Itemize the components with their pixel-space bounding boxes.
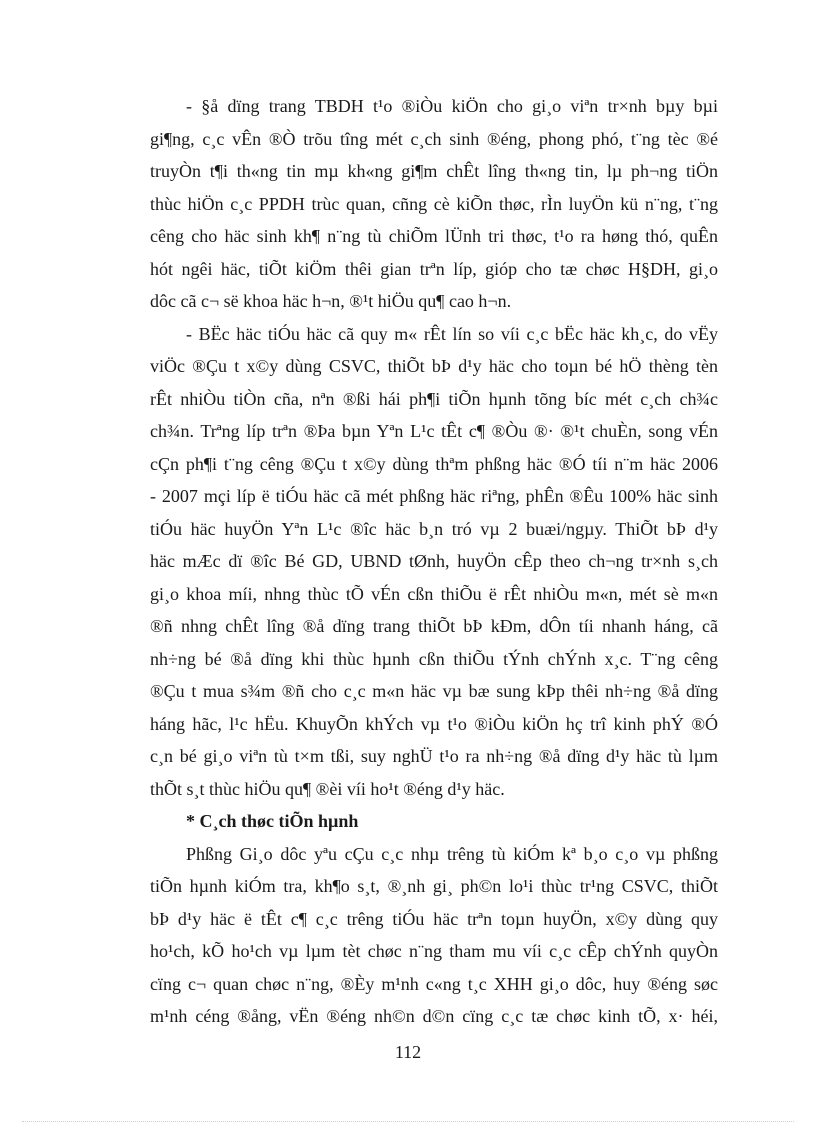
text-line: hót ngêi häc, tiÕt kiÖm thêi gian trªn líp, gióp cho tæ chøc H§DH, gi¸o bbox=[150, 258, 718, 279]
text-line: Phßng Gi¸o dôc yªu cÇu c¸c nhµ trêng tù kiÓm kª b¸o c¸o vµ phßng bbox=[186, 843, 718, 864]
text-line: gi¸o khoa míi, nhng thùc tÕ vÉn cßn thiÕu ë rÊt nhiÒu m«n, mét sè m«n bbox=[150, 583, 718, 604]
text-line: thÕt s¸t thùc hiÖu qu¶ ®èi víi ho¹t ®éng d¹y häc. bbox=[150, 778, 505, 799]
text-line: truyÒn t¶i th«ng tin mµ kh«ng gi¶m chÊt lîng th«ng tin, lµ ph¬ng tiÖn bbox=[150, 161, 718, 181]
text-line: bÞ d¹y häc ë tÊt c¶ c¸c trêng tiÓu häc trªn toµn huyÖn, x©y dùng quy bbox=[150, 908, 718, 929]
text-line: gi¶ng, c¸c vÊn ®Ò trõu tîng mét c¸ch sinh ®éng, phong phó, t¨ng tèc ®é bbox=[150, 128, 718, 149]
text-line: m¹nh céng ®ång, vËn ®éng nh©n d©n cïng c¸c tæ chøc kinh tÕ, x· héi, bbox=[150, 1006, 718, 1026]
text-line: dôc cã c¬ së khoa häc h¬n, ®¹t hiÖu qu¶ cao h¬n. bbox=[150, 291, 512, 311]
text-line: ®ñ nhng chÊt lîng ®å dïng trang thiÕt bÞ kÐm, dÔn tíi nhanh háng, cã bbox=[150, 616, 718, 636]
body-text bbox=[150, 90, 718, 1033]
section-heading: * C¸ch thøc tiÕn hµnh bbox=[186, 811, 359, 831]
text-line: tiÓu häc huyÖn Yªn L¹c ®îc häc b¸n tró vµ 2 buæi/ngµy. ThiÕt bÞ d¹y bbox=[150, 518, 718, 539]
text-line: ch¾n. Trªng líp trªn ®Þa bµn Yªn L¹c tÊt c¶ ®Òu ®· ®¹t chuÈn, song vÉn bbox=[150, 421, 718, 441]
page-bottom-divider bbox=[22, 1121, 794, 1122]
text-line: cïng c¬ quan chøc n¨ng, ®Èy m¹nh c«ng t¸c XHH gi¸o dôc, huy ®éng søc bbox=[150, 973, 718, 994]
paragraph-3 bbox=[150, 838, 718, 1033]
page-number: 112 bbox=[394, 1042, 422, 1062]
text-line: nh÷ng bé ®å dïng khi thùc hµnh cßn thiÕu tÝnh chÝnh x¸c. T¨ng cêng bbox=[150, 648, 718, 669]
paragraph-2 bbox=[150, 318, 718, 806]
text-line: c¸n bé gi¸o viªn tù t×m tßi, suy nghÜ t¹o ra nh÷ng ®å dïng d¹y häc tù lµm bbox=[150, 746, 718, 766]
text-line: - BËc häc tiÓu häc cã quy m« rÊt lín so víi c¸c bËc häc kh¸c, do vËy bbox=[186, 323, 718, 344]
text-line: - 2007 mçi líp ë tiÓu häc cã mét phßng häc riªng, phÊn ®Êu 100% häc sinh bbox=[150, 486, 718, 506]
text-line: tiÕn hµnh kiÓm tra, kh¶o s¸t, ®¸nh gi¸ ph©n lo¹i thùc tr¹ng CSVC, thiÕt bbox=[150, 876, 718, 896]
text-line: cÇn ph¶i t¨ng cêng ®Çu t x©y dùng thªm phßng häc ®Ó tíi n¨m häc 2006 bbox=[150, 453, 718, 474]
text-line: viÖc ®Çu t x©y dùng CSVC, thiÕt bÞ d¹y häc cho toµn bé hÖ thèng tèn bbox=[150, 356, 718, 376]
paragraph-1 bbox=[150, 90, 718, 318]
text-line: thùc hiÖn c¸c PPDH trùc quan, cñng cè kiÕn thøc, rÌn luyÖn kü n¨ng, t¨ng bbox=[150, 193, 718, 214]
text-line: háng hãc, l¹c hËu. KhuyÕn khÝch vµ t¹o ®iÒu kiÖn hç trî kinh phÝ ®Ó bbox=[150, 713, 718, 734]
text-line: cêng cho häc sinh kh¶ n¨ng tù chiÕm lÜnh tri thøc, t¹o ra høng thó, quÊn bbox=[150, 226, 718, 246]
text-line: ho¹ch, kÕ ho¹ch vµ lµm tèt chøc n¨ng tham mu víi c¸c cÊp chÝnh quyÒn bbox=[150, 941, 718, 961]
text-line: - §å dïng trang TBDH t¹o ®iÒu kiÖn cho gi¸o viªn tr×nh bµy bµi bbox=[186, 96, 718, 116]
text-line: rÊt nhiÒu tiÒn cña, nªn ®ßi hái ph¶i tiÕn hµnh tõng bíc mét c¸ch ch¾c bbox=[150, 388, 718, 409]
text-line: ®Çu t mua s¾m ®ñ cho c¸c m«n häc vµ bæ sung kÞp thêi nh÷ng ®å dïng bbox=[150, 681, 718, 701]
text-line: häc mÆc dï ®îc Bé GD, UBND tØnh, huyÖn cÊp theo ch¬ng tr×nh s¸ch bbox=[150, 551, 718, 571]
